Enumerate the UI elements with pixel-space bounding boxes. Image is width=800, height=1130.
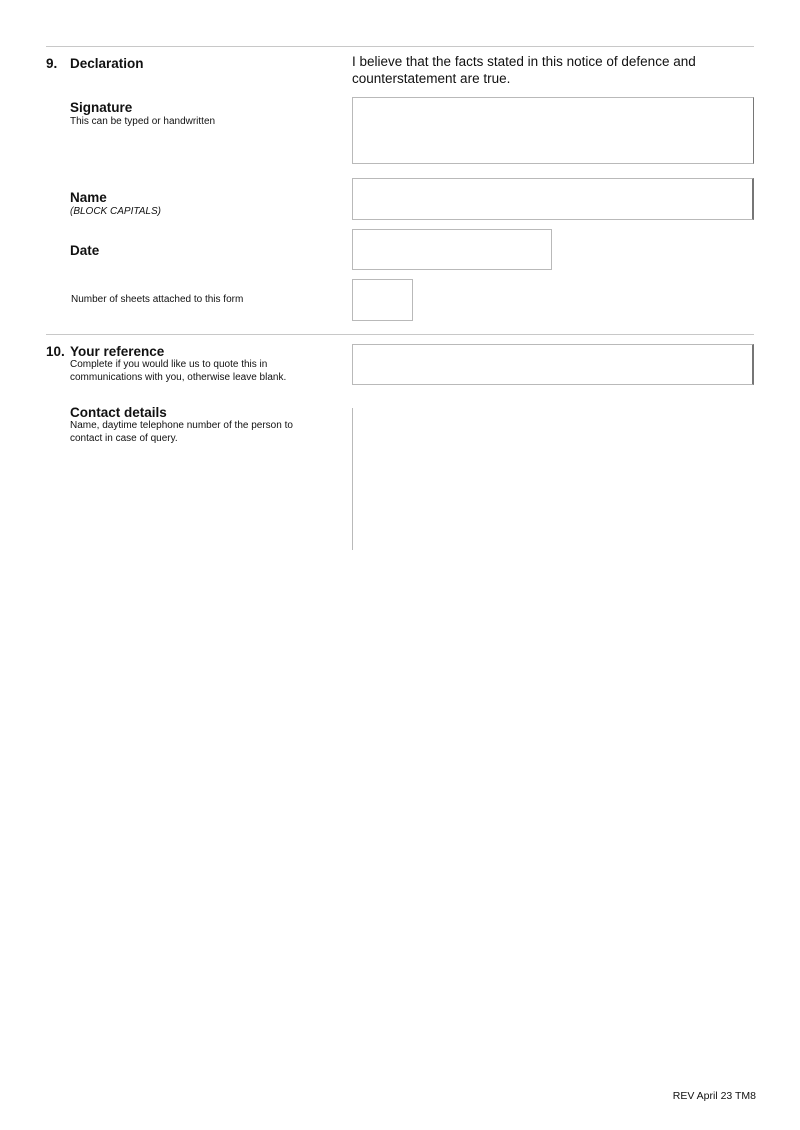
reference-field[interactable]: [352, 344, 754, 385]
signature-field[interactable]: [352, 97, 754, 164]
signature-label: Signature: [70, 100, 133, 115]
declaration-statement: I believe that the facts stated in this notice of defence and counterstatement are true.: [352, 54, 696, 86]
name-hint: (BLOCK CAPITALS): [70, 206, 161, 217]
section-10-number: 10.: [46, 344, 65, 359]
section-10-title: Your reference: [70, 344, 165, 359]
date-field[interactable]: [352, 229, 552, 270]
contact-details-field[interactable]: [352, 408, 754, 550]
reference-hint: Complete if you would like us to quote this in communications with you, otherwise leave blank.: [70, 359, 287, 383]
revision-footer: REV April 23 TM8: [672, 1090, 756, 1102]
section-9-title: Declaration: [70, 56, 144, 71]
section-9-divider: [46, 46, 754, 47]
contact-details-hint: Name, daytime telephone number of the person to contact in case of query.: [70, 420, 293, 444]
name-label: Name: [70, 190, 107, 205]
contact-details-label: Contact details: [70, 405, 167, 420]
name-field[interactable]: [352, 178, 754, 220]
date-label: Date: [70, 243, 100, 258]
signature-hint: This can be typed or handwritten: [70, 116, 216, 127]
sheets-label: Number of sheets attached to this form: [71, 294, 244, 305]
section-9-number: 9.: [46, 56, 58, 71]
section-10-divider: [46, 334, 754, 335]
sheets-count-field[interactable]: [352, 279, 413, 321]
